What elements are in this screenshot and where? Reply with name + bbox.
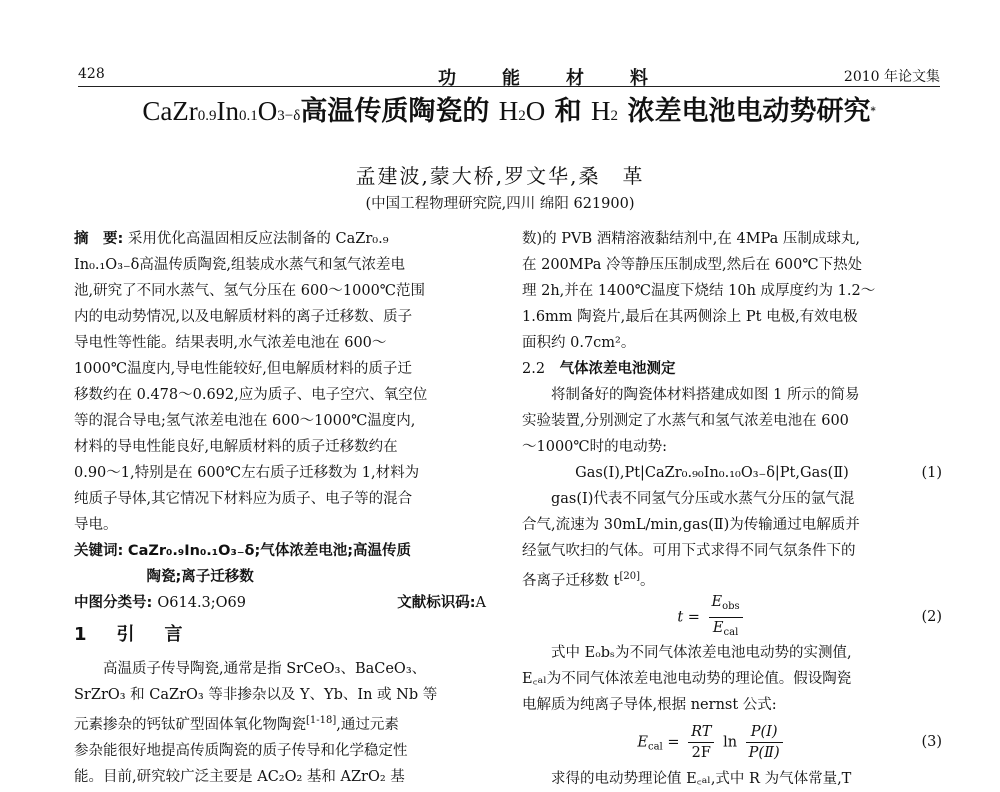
abstract-line: 1000℃温度内,导电性能较好,但电解质材料的质子迁 bbox=[74, 361, 412, 377]
abstract-line: 材料的导电性能良好,电解质材料的质子迁移数约在 bbox=[74, 439, 398, 455]
eq3-f2-denominator: P(Ⅱ) bbox=[748, 744, 780, 761]
eq3-lhs: E bbox=[637, 734, 648, 750]
page-header bbox=[78, 64, 940, 87]
intro-line: ,通过元素 bbox=[336, 717, 399, 733]
eq2-denominator-sub: cal bbox=[723, 626, 739, 638]
title-formula: CaZr0.9In0.1O3−δ bbox=[142, 96, 301, 126]
keywords bbox=[74, 538, 486, 590]
equation-2-body bbox=[522, 592, 902, 643]
body-line: 将制备好的陶瓷体材料搭建成如图 1 所示的简易 bbox=[551, 387, 860, 403]
intro-line: SrZrO₃ 和 CaZrO₃ 等非掺杂以及 Y、Yb、In 或 Nb 等 bbox=[74, 687, 438, 703]
body-line: ～1000℃时的电动势: bbox=[522, 439, 668, 455]
body-line: 1.6mm 陶瓷片,最后在其两侧涂上 Pt 电极,有效电极 bbox=[522, 309, 858, 325]
eq3-equals: = bbox=[667, 734, 680, 750]
body-line: 各离子迁移数 t bbox=[522, 573, 620, 589]
intro-line: 元素掺杂的钙钛矿型固体氧化物陶瓷 bbox=[74, 717, 306, 733]
right-column bbox=[522, 226, 942, 792]
equation-3-number: (3) bbox=[921, 734, 942, 750]
equation-1 bbox=[522, 460, 942, 486]
title-and: 和 bbox=[554, 96, 582, 127]
eq3-f1-numerator: RT bbox=[688, 722, 714, 743]
abstract-line: 导电。 bbox=[74, 517, 118, 533]
classification-row bbox=[74, 590, 486, 616]
eq3-f2-numerator: P(Ⅰ) bbox=[746, 722, 783, 743]
subsection-heading bbox=[522, 356, 942, 382]
citation: [20] bbox=[619, 571, 640, 582]
equation-2 bbox=[522, 594, 942, 640]
classification-value: O614.3;O69 bbox=[157, 595, 246, 611]
affiliation: (中国工程物理研究院,四川 绵阳 621900) bbox=[365, 196, 635, 212]
body-line: 合气,流速为 30mL/min,gas(Ⅱ)为传输通过电解质并 bbox=[522, 517, 860, 533]
body-line: 数)的 PVB 酒精溶液黏结剂中,在 4MPa 压制成球丸, bbox=[522, 231, 861, 247]
journal-name: 功能材料 bbox=[438, 68, 694, 89]
page-number: 428 bbox=[78, 66, 105, 82]
eq3-fraction-1 bbox=[688, 722, 714, 763]
body-line: 在 200MPa 冷等静压压制成型,然后在 600℃下热处 bbox=[522, 257, 863, 273]
equation-2-number: (2) bbox=[921, 609, 942, 625]
body-line: 式中 Eₒbₛ为不同气体浓差电池电动势的实测值, bbox=[551, 645, 852, 661]
abstract bbox=[74, 226, 486, 538]
abstract-line: 纯质子导体,其它情况下材料应为质子、电子等的混合 bbox=[74, 491, 413, 507]
body-line: 面积约 0.7cm²。 bbox=[522, 335, 636, 351]
equation-3-body bbox=[522, 722, 902, 763]
title-h2o: H2O bbox=[498, 96, 546, 126]
doc-code-label: 文献标识码: bbox=[397, 595, 476, 611]
eq2-denominator: E bbox=[712, 619, 724, 636]
eq3-ln: ln bbox=[723, 734, 738, 750]
body-line: 求得的电动势理论值 E꜀ₐₗ,式中 R 为气体常量,T bbox=[551, 771, 852, 787]
keywords-line: CaZr₀.₉In₀.₁O₃₋δ;气体浓差电池;高温传质 bbox=[127, 543, 412, 559]
body-line: 经氩气吹扫的气体。可用下式求得不同气氛条件下的 bbox=[522, 543, 856, 559]
eq2-numerator: E bbox=[711, 593, 723, 610]
eq2-numerator-sub: obs bbox=[722, 600, 740, 612]
abstract-line: 移数约在 0.478～0.692,应为质子、电子空穴、氧空位 bbox=[74, 387, 428, 403]
authors: 孟建波,蒙大桥,罗文华,桑 革 bbox=[355, 164, 645, 188]
keywords-label: 关键词: bbox=[74, 543, 124, 559]
body-line: E꜀ₐₗ为不同气体浓差电池电动势的理论值。假设陶瓷 bbox=[522, 671, 852, 687]
title-tail: 浓差电池电动势研究 bbox=[627, 96, 871, 127]
title-h2: H2 bbox=[591, 96, 619, 126]
eq3-lhs-sub: cal bbox=[647, 741, 663, 752]
title-footnote-mark: * bbox=[870, 106, 876, 117]
equation-1-body: Gas(Ⅰ),Pt|CaZr₀.₉₀In₀.₁₀O₃₋δ|Pt,Gas(Ⅱ) bbox=[575, 465, 849, 481]
classification-label: 中图分类号: bbox=[74, 595, 153, 611]
abstract-line: 采用优化高温固相反应法制备的 CaZr₀.₉ bbox=[127, 231, 389, 247]
intro-text bbox=[74, 656, 486, 790]
section-heading: 1 引 言 bbox=[74, 624, 189, 645]
abstract-line: 内的电动势情况,以及电解质材料的离子迁移数、质子 bbox=[74, 309, 413, 325]
abstract-line: 等的混合导电;氢气浓差电池在 600～1000℃温度内, bbox=[74, 413, 416, 429]
abstract-line: 导电性等性能。结果表明,水气浓差电池在 600～ bbox=[74, 335, 387, 351]
title-main: 高温传质陶瓷的 bbox=[300, 96, 490, 127]
eq3-f1-denominator: 2F bbox=[691, 744, 711, 761]
subsection-number: 2.2 bbox=[522, 361, 546, 377]
eq2-fraction bbox=[709, 592, 743, 643]
paper-title bbox=[78, 92, 940, 135]
abstract-label: 摘 要: bbox=[74, 231, 124, 247]
abstract-line: 池,研究了不同水蒸气、氢气分压在 600～1000℃范围 bbox=[74, 283, 426, 299]
keywords-line: 陶瓷;离子迁移数 bbox=[146, 569, 254, 585]
intro-line: 参杂能很好地提高传质陶瓷的质子传导和化学稳定性 bbox=[74, 743, 408, 759]
punctuation: 。 bbox=[639, 573, 655, 589]
body-line: 电解质为纯离子导体,根据 nernst 公式: bbox=[522, 697, 777, 713]
eq2-lhs: t = bbox=[677, 609, 700, 625]
citation: [1-18] bbox=[306, 715, 337, 726]
body-line: 理 2h,并在 1400℃温度下烧结 10h 成厚度约为 1.2～ bbox=[522, 283, 876, 299]
equation-1-number: (1) bbox=[921, 465, 942, 481]
body-line: gas(Ⅰ)代表不同氢气分压或水蒸气分压的氩气混 bbox=[551, 491, 855, 507]
intro-line: 能。目前,研究较广泛主要是 AC₂O₂ 基和 AZrO₂ 基 bbox=[74, 769, 405, 785]
subsection-title: 气体浓差电池测定 bbox=[559, 361, 676, 377]
body-line: 实验装置,分别测定了水蒸气和氢气浓差电池在 600 bbox=[522, 413, 849, 429]
doc-code-value: A bbox=[475, 595, 486, 611]
collection-label: 2010 年论文集 bbox=[843, 69, 940, 85]
abstract-line: In₀.₁O₃₋δ高温传质陶瓷,组装成水蒸气和氢气浓差电 bbox=[74, 257, 405, 273]
intro-line: 高温质子传导陶瓷,通常是指 SrCeO₃、BaCeO₃、 bbox=[103, 661, 427, 677]
abstract-line: 0.90～1,特别是在 600℃左右质子迁移数为 1,材料为 bbox=[74, 465, 420, 481]
eq3-fraction-2 bbox=[746, 722, 783, 763]
left-column bbox=[74, 226, 486, 790]
